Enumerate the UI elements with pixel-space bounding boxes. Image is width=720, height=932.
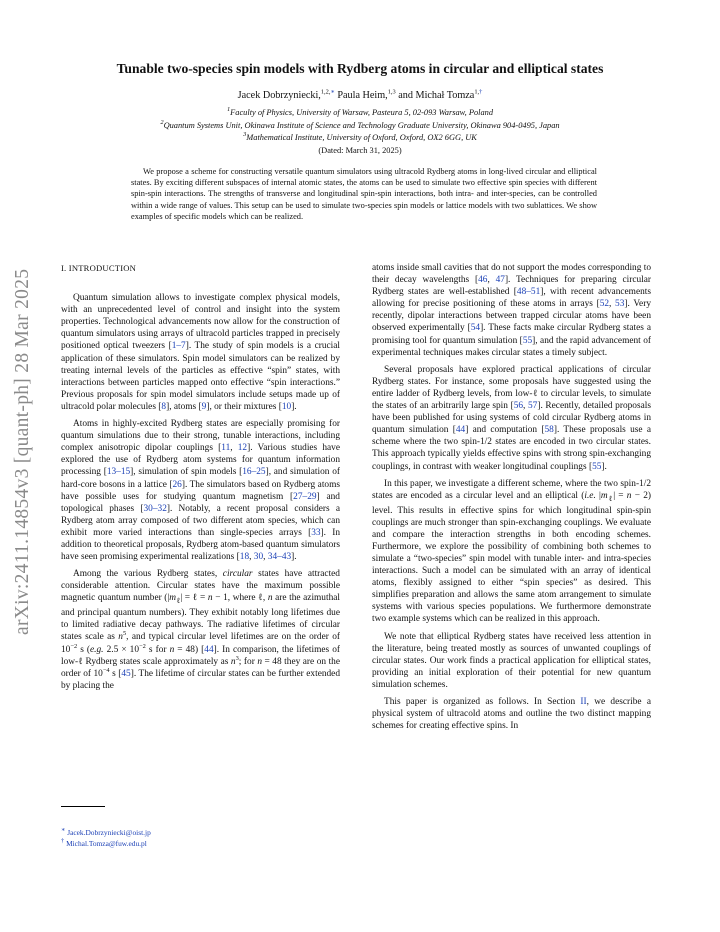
footnote: ∗ Jacek.Dobrzyniecki@oist.jp: [61, 826, 151, 837]
paragraph: Quantum simulation allows to investigate complex physical models, with an unprecedented level of control and insight into the system properties. Technological advancements now allow for the construction of quantum simulators using arrays of ultracold particles trapped in precisely positioned optical tweezers [1–7]. The study of spin models is a crucial application of these simulators. Spin model simulators can be realized by treating internal levels of the particles as effective “spin” states, with interactions between particles mapped onto effective “spin interactions.” Previous proposals for spin model simulators include setups made up of ultracold polar molecules [8], atoms [9], or their mixtures [10].: [61, 293, 340, 412]
author-name: and Michał Tomza: [398, 90, 475, 101]
arxiv-identifier[interactable]: arXiv:2411.14854v3 [quant-ph] 28 Mar 2025: [12, 268, 33, 635]
paragraph: Atoms in highly-excited Rydberg states are especially promising for quantum simulations due to their strong, tunable interactions, including complex anisotropic dipolar couplings [11, 12]. Various studies have explored the use of Rydberg atom systems for quantum information processing [13–15], simulation of spin models [16–25], and simulation of hard-core bosons in a lattice [26]. The simulators based on Rydberg atoms have possible uses for studying quantum magnetism [27–29] and topological phases [30–32]. Notably, a recent proposal considers a Rydberg atom array composed of two different atom species, which can exhibit more varied interactions than single-species arrays [33]. In addition to theoretical proposals, Rydberg atom-based quantum simulators have seen promising experimental realizations [18, 30, 34–43].: [61, 419, 340, 563]
affiliation: $^2$Quantum Systems Unit, Okinawa Institute of Science and Technology Graduate University, Okinawa 904-0495, Japan: [160, 119, 560, 130]
affiliation: $^1$Faculty of Physics, University of Warsaw, Pasteura 5, 02-093 Warsaw, Poland: [226, 106, 494, 117]
paragraph: Several proposals have explored practical applications of circular Rydberg states. For instance, some proposals have suggested using the entire ladder of Rydberg levels, from low-ℓ to circular levels, to simulate the states of an arbitrarily large spin [56, 57]. Recently, detailed proposals have been published for using systems of cold circular Rydberg atoms in quantum simulation [44] and computation [58]. These proposals use a scheme where the two spin-1/2 states are encoded in two circular states. This approach typically yields effective spins with strong spin-exchanging couplings, in contrast with weaker longitudinal couplings [55].: [372, 364, 651, 472]
email-link[interactable]: Jacek.Dobrzyniecki@oist.jp: [67, 828, 151, 837]
affiliation: $^3$Mathematical Institute, University of Oxford, Oxford, OX2 6GG, UK: [243, 131, 477, 142]
right-column: [372, 262, 651, 732]
left-column: [61, 262, 340, 692]
paragraph: We note that elliptical Rydberg states have received less attention in the literature, being treated mostly as sources of unwanted couplings of circular states. Our work finds a practical application for elliptical states, providing an initial exploration of their potential for new quantum simulation schemes.: [372, 631, 651, 690]
abstract: We propose a scheme for constructing versatile quantum simulators using ultracold Rydberg atoms in long-lived circular and elliptical states. By exciting different subspaces of internal atomic states, the atoms can be used to simulate two effective spin species with different spin-spin interactions. The strengths of transverse and longitudinal spin-spin interactions, both intra- and inter-species, can be controlled within a wide range of values. This setup can be used to simulate two-species spin models or lattice models with two sublattices. We show examples of specific models which can be realized.: [131, 167, 597, 221]
author-list: Jacek Dobrzyniecki,$^{1,2,∗}$ Paula Heim,$^{1,3}$ and Michał Tomza$^{1,\dagger}$: [237, 88, 483, 101]
author-name: Paula Heim,: [337, 90, 388, 101]
paragraph: Among the various Rydberg states, circular states have attracted considerable attention. Circular states have the maximum possible magnetic quantum number ($|m_\ell|$ = ℓ = n − 1, where ℓ, n are the azimuthal and principal quantum numbers). They exhibit notably long lifetimes due to limited radiative decay pathways. The radiative lifetimes of circular states scale as $n^5$, and typical circular level lifetimes are on the order of $10^{-2}$ s (e.g. $2.5 \times 10^{-2}$ s for n = 48) [44]. In comparison, the lifetimes of low-ℓ Rydberg states scale approximately as $n^3$; for n = 48 they are on the order of $10^{-4}$ s [45]. The lifetime of circular states can be further extended by placing the: [61, 569, 341, 691]
footnote: † Michal.Tomza@fuw.edu.pl: [61, 837, 147, 848]
email-link[interactable]: Michal.Tomza@fuw.edu.pl: [66, 839, 147, 848]
author-name: Jacek Dobrzyniecki,: [237, 90, 321, 101]
footnote-link[interactable]: †: [479, 88, 483, 96]
section-heading: I. INTRODUCTION: [61, 263, 137, 273]
paper-title: Tunable two-species spin models with Rydberg atoms in circular and elliptical states: [116, 61, 604, 76]
footnote-link[interactable]: ∗: [330, 88, 335, 96]
paragraph: This paper is organized as follows. In Section II, we describe a physical system of ultracold atoms and outline the two distinct mapping schemes for creating effective spins. In: [372, 697, 651, 732]
paragraph: atoms inside small cavities that do not support the modes corresponding to their decay wavelengths [46, 47]. Techniques for preparing circular Rydberg states are well-established [48–51], with recent advancements allowing for precise positioning of these atoms in arrays [52, 53]. Very recently, dipolar interactions between trapped circular atoms have been observed experimentally [54]. These facts make circular Rydberg states a promising tool for quantum simulation [55], and the rapid advancement of experimental techniques makes circular states a timely subject.: [372, 263, 652, 358]
paragraph: In this paper, we investigate a different scheme, where the two spin-1/2 states are encoded as a circular level and an elliptical (i.e. $|m_\ell| = n - 2$) level. This results in effective spins for which longitudinal spin-spin couplings are much stronger than spin-exchanging couplings. We evaluate and compare the interaction strengths in both encoding schemes. Furthermore, we explore the possibility of combining both schemes to simulate a “two-species” spin model with tunable inter- and intra-species interactions. Such a model can be simulated with an array of identical atoms, flexibly assigned to either “spin species” as desired. This simplifies preparation and allows the same atom arrangement to simulate systems with various species populations. We furthermore demonstrate two example systems which can be realized in this approach.: [372, 478, 651, 625]
footnote-rule: [61, 806, 105, 807]
date-line: (Dated: March 31, 2025): [318, 146, 402, 155]
